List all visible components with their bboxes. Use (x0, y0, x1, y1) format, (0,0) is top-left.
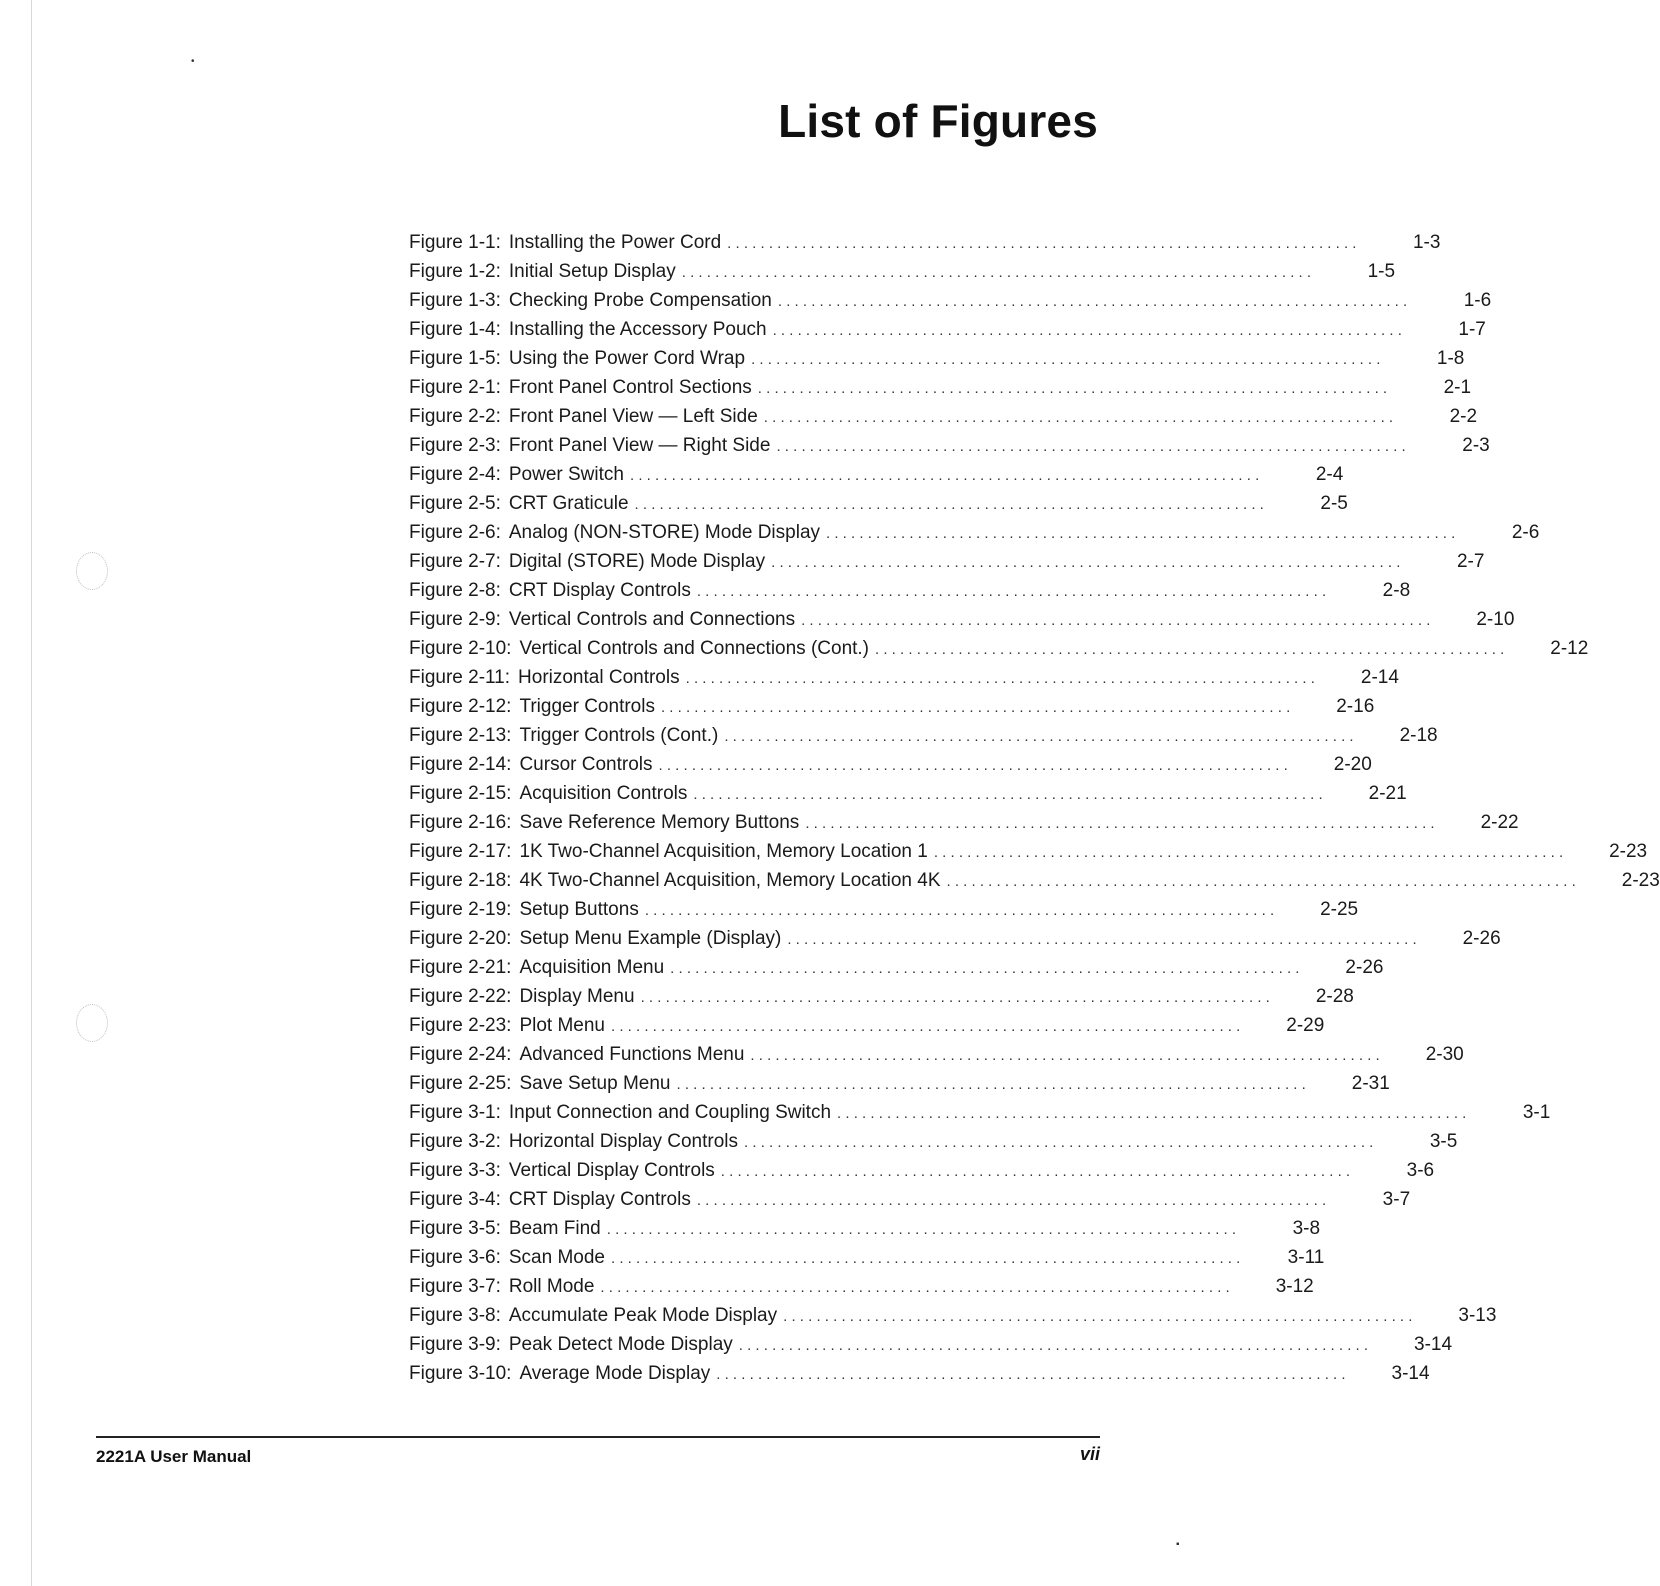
dot-leader (744, 1128, 1373, 1157)
dot-leader (826, 519, 1455, 548)
figure-label: Figure 3-4: (409, 1189, 501, 1210)
dot-leader (693, 780, 1322, 809)
figure-entry (409, 779, 1407, 808)
figure-page-number: 2-5 (1320, 493, 1348, 514)
figure-label: Figure 3-7: (409, 1276, 501, 1297)
dot-leader (773, 316, 1402, 345)
figure-title: Average Mode Display (519, 1363, 711, 1384)
figure-page-number: 3-6 (1406, 1160, 1435, 1181)
dot-leader (724, 722, 1353, 751)
figure-entry (409, 1127, 1458, 1156)
dot-leader (645, 896, 1274, 925)
dot-leader (787, 925, 1416, 954)
figure-title: CRT Display Controls (508, 580, 691, 601)
dot-leader (661, 693, 1290, 722)
figure-entry (409, 373, 1472, 402)
figure-title: Peak Detect Mode Display (508, 1334, 733, 1355)
dot-leader (934, 838, 1563, 867)
figure-entry (409, 547, 1485, 576)
figure-page-number: 1-6 (1463, 290, 1492, 311)
figure-page-number: 3-12 (1275, 1276, 1314, 1297)
figure-label: Figure 2-18: (409, 870, 512, 891)
figure-label: Figure 2-23: (409, 1015, 512, 1036)
figure-entry (409, 315, 1486, 344)
figure-page-number: 3-14 (1391, 1363, 1430, 1384)
figure-title: Analog (NON-STORE) Mode Display (508, 522, 821, 543)
punch-hole-mark (76, 1004, 108, 1042)
figure-entry (409, 982, 1354, 1011)
figure-page-number: 2-21 (1368, 783, 1407, 804)
figure-page-number: 1-3 (1412, 232, 1441, 253)
dot-leader (837, 1099, 1466, 1128)
dot-leader (801, 606, 1430, 635)
dot-leader (727, 229, 1356, 258)
figure-entry (409, 344, 1465, 373)
figure-entry (409, 1156, 1435, 1185)
figure-page-number: 2-8 (1382, 580, 1411, 601)
dot-leader (607, 1215, 1236, 1244)
figure-title: Acquisition Controls (519, 783, 688, 804)
dot-leader (716, 1360, 1345, 1389)
figure-title: Trigger Controls (Cont.) (519, 725, 719, 746)
figure-title: Front Panel View — Right Side (508, 435, 771, 456)
figure-label: Figure 1-2: (409, 261, 501, 282)
figure-page-number: 2-26 (1345, 957, 1384, 978)
figure-entry (409, 489, 1348, 518)
figure-entry (409, 721, 1438, 750)
dot-leader (670, 954, 1299, 983)
figure-list (409, 228, 1660, 1388)
figure-title: Roll Mode (508, 1276, 595, 1297)
figure-label: Figure 3-1: (409, 1102, 501, 1123)
figure-label: Figure 3-8: (409, 1305, 501, 1326)
binding-edge (31, 0, 32, 1586)
figure-title: Horizontal Controls (518, 667, 680, 688)
figure-page-number: 2-22 (1480, 812, 1519, 833)
scan-speck: • (191, 56, 195, 67)
dot-leader (611, 1244, 1240, 1273)
figure-page-number: 2-25 (1320, 899, 1359, 920)
figure-page-number: 3-14 (1414, 1334, 1453, 1355)
figure-page-number: 3-5 (1429, 1131, 1458, 1152)
figure-page-number: 2-2 (1449, 406, 1478, 427)
figure-label: Figure 2-16: (409, 812, 512, 833)
figure-label: Figure 2-4: (409, 464, 501, 485)
figure-label: Figure 2-7: (409, 551, 501, 572)
figure-label: Figure 2-9: (409, 609, 501, 630)
figure-label: Figure 2-14: (409, 754, 512, 775)
figure-label: Figure 1-1: (409, 232, 501, 253)
dot-leader (758, 374, 1387, 403)
figure-page-number: 3-13 (1458, 1305, 1497, 1326)
figure-title: Cursor Controls (519, 754, 653, 775)
scan-speck: ▪ (1176, 1539, 1180, 1550)
figure-title: Installing the Accessory Pouch (508, 319, 767, 340)
figure-title: Trigger Controls (519, 696, 655, 717)
figure-entry (409, 257, 1396, 286)
figure-entry (409, 1069, 1390, 1098)
figure-title: Installing the Power Cord (508, 232, 722, 253)
figure-entry (409, 460, 1344, 489)
figure-label: Figure 2-5: (409, 493, 501, 514)
figure-entry (409, 576, 1411, 605)
dot-leader (764, 403, 1393, 432)
figure-entry (409, 1214, 1321, 1243)
figure-title: Front Panel View — Left Side (508, 406, 758, 427)
dot-leader (659, 751, 1288, 780)
figure-page-number: 2-10 (1476, 609, 1515, 630)
figure-page-number: 2-3 (1462, 435, 1490, 456)
figure-entry (409, 1243, 1325, 1272)
figure-entry (409, 1040, 1464, 1069)
figure-title: Horizontal Display Controls (508, 1131, 739, 1152)
punch-hole-mark (76, 552, 108, 590)
figure-title: Save Reference Memory Buttons (519, 812, 800, 833)
figure-entry (409, 634, 1589, 663)
figure-label: Figure 3-10: (409, 1363, 512, 1384)
figure-label: Figure 2-10: (409, 638, 512, 659)
figure-label: Figure 3-5: (409, 1218, 501, 1239)
figure-entry (409, 1011, 1325, 1040)
figure-page-number: 2-23 (1609, 841, 1648, 862)
figure-page-number: 2-20 (1333, 754, 1372, 775)
page-title: List of Figures (778, 95, 1098, 147)
figure-label: Figure 1-5: (409, 348, 501, 369)
figure-title: 1K Two-Channel Acquisition, Memory Location 1 (519, 841, 928, 862)
figure-label: Figure 2-22: (409, 986, 512, 1007)
figure-label: Figure 1-4: (409, 319, 501, 340)
figure-entry (409, 1272, 1314, 1301)
figure-page-number: 2-18 (1399, 725, 1438, 746)
figure-entry (409, 518, 1540, 547)
dot-leader (611, 1012, 1240, 1041)
figure-page-number: 2-16 (1336, 696, 1375, 717)
figure-entry (409, 1301, 1497, 1330)
figure-title: Accumulate Peak Mode Display (508, 1305, 778, 1326)
figure-page-number: 2-31 (1351, 1073, 1390, 1094)
figure-entry (409, 286, 1492, 315)
figure-entry (409, 1098, 1551, 1127)
figure-title: Checking Probe Compensation (508, 290, 772, 311)
dot-leader (686, 664, 1315, 693)
figure-label: Figure 2-2: (409, 406, 501, 427)
figure-page-number: 1-8 (1436, 348, 1465, 369)
figure-label: Figure 2-24: (409, 1044, 512, 1065)
figure-page-number: 1-7 (1458, 319, 1486, 340)
figure-label: Figure 2-6: (409, 522, 501, 543)
figure-entry (409, 924, 1501, 953)
figure-label: Figure 1-3: (409, 290, 501, 311)
figure-title: Display Menu (519, 986, 635, 1007)
figure-label: Figure 2-13: (409, 725, 512, 746)
dot-leader (750, 1041, 1379, 1070)
manual-name: 2221A User Manual (96, 1447, 252, 1466)
figure-entry (409, 692, 1375, 721)
figure-title: Vertical Controls and Connections (Cont.) (519, 638, 870, 659)
figure-title: Scan Mode (508, 1247, 605, 1268)
figure-page-number: 1-5 (1367, 261, 1396, 282)
figure-entry (409, 605, 1515, 634)
figure-label: Figure 2-11: (409, 667, 511, 688)
figure-page-number: 2-28 (1315, 986, 1354, 1007)
figure-label: Figure 3-3: (409, 1160, 501, 1181)
figure-label: Figure 3-9: (409, 1334, 501, 1355)
dot-leader (771, 548, 1400, 577)
figure-page-number: 2-30 (1425, 1044, 1464, 1065)
figure-page-number: 3-7 (1382, 1189, 1411, 1210)
dot-leader (600, 1273, 1229, 1302)
figure-label: Figure 3-6: (409, 1247, 501, 1268)
figure-title: Vertical Display Controls (508, 1160, 715, 1181)
figure-title: Initial Setup Display (508, 261, 676, 282)
figure-label: Figure 2-8: (409, 580, 501, 601)
figure-entry (409, 837, 1648, 866)
footer-rule (96, 1436, 1100, 1438)
figure-page-number: 2-29 (1286, 1015, 1325, 1036)
figure-page-number: 2-4 (1315, 464, 1344, 485)
figure-label: Figure 2-3: (409, 435, 501, 456)
figure-page-number: 2-12 (1550, 638, 1589, 659)
figure-title: Setup Buttons (519, 899, 639, 920)
figure-entry (409, 895, 1359, 924)
figure-page-number: 3-8 (1292, 1218, 1321, 1239)
dot-leader (641, 983, 1270, 1012)
figure-label: Figure 2-17: (409, 841, 512, 862)
figure-title: Input Connection and Coupling Switch (508, 1102, 832, 1123)
figure-label: Figure 3-2: (409, 1131, 501, 1152)
figure-entry (409, 953, 1384, 982)
figure-title: Vertical Controls and Connections (508, 609, 796, 630)
dot-leader (776, 432, 1405, 461)
figure-title: Save Setup Menu (519, 1073, 671, 1094)
dot-leader (805, 809, 1434, 838)
figure-entry (409, 750, 1372, 779)
dot-leader (947, 867, 1576, 896)
figure-title: 4K Two-Channel Acquisition, Memory Location 4K (519, 870, 941, 891)
figure-entry (409, 1330, 1453, 1359)
figure-title: CRT Display Controls (508, 1189, 691, 1210)
figure-entry (409, 866, 1660, 895)
dot-leader (783, 1302, 1412, 1331)
figure-page-number: 2-26 (1462, 928, 1501, 949)
dot-leader (778, 287, 1407, 316)
dot-leader (635, 490, 1264, 519)
figure-page-number: 2-14 (1360, 667, 1399, 688)
figure-title: Acquisition Menu (519, 957, 665, 978)
dot-leader (630, 461, 1259, 490)
figure-label: Figure 2-15: (409, 783, 512, 804)
figure-title: Plot Menu (519, 1015, 605, 1036)
figure-title: Front Panel Control Sections (508, 377, 752, 398)
figure-title: Power Switch (508, 464, 624, 485)
dot-leader (697, 577, 1326, 606)
figure-entry (409, 431, 1490, 460)
figure-title: Advanced Functions Menu (519, 1044, 745, 1065)
figure-label: Figure 2-21: (409, 957, 512, 978)
figure-entry (409, 1185, 1411, 1214)
figure-label: Figure 2-25: (409, 1073, 512, 1094)
dot-leader (682, 258, 1311, 287)
dot-leader (751, 345, 1380, 374)
figure-page-number: 3-1 (1522, 1102, 1551, 1123)
figure-entry (409, 663, 1399, 692)
figure-label: Figure 2-12: (409, 696, 512, 717)
dot-leader (697, 1186, 1326, 1215)
figure-page-number: 3-11 (1287, 1247, 1325, 1268)
figure-label: Figure 2-19: (409, 899, 512, 920)
figure-page-number: 2-1 (1443, 377, 1472, 398)
figure-entry (409, 808, 1519, 837)
figure-label: Figure 2-20: (409, 928, 512, 949)
figure-title: Beam Find (508, 1218, 601, 1239)
figure-title: Digital (STORE) Mode Display (508, 551, 766, 572)
figure-entry (409, 1359, 1430, 1388)
dot-leader (677, 1070, 1306, 1099)
figure-entry (409, 402, 1478, 431)
dot-leader (721, 1157, 1350, 1186)
dot-leader (875, 635, 1504, 664)
figure-label: Figure 2-1: (409, 377, 501, 398)
figure-page-number: 2-23 (1621, 870, 1660, 891)
figure-page-number: 2-7 (1456, 551, 1485, 572)
figure-entry (409, 228, 1441, 257)
page-number: vii (1079, 1444, 1100, 1464)
figure-title: CRT Graticule (508, 493, 629, 514)
figure-page-number: 2-6 (1511, 522, 1540, 543)
figure-title: Using the Power Cord Wrap (508, 348, 746, 369)
figure-title: Setup Menu Example (Display) (519, 928, 782, 949)
dot-leader (739, 1331, 1368, 1360)
